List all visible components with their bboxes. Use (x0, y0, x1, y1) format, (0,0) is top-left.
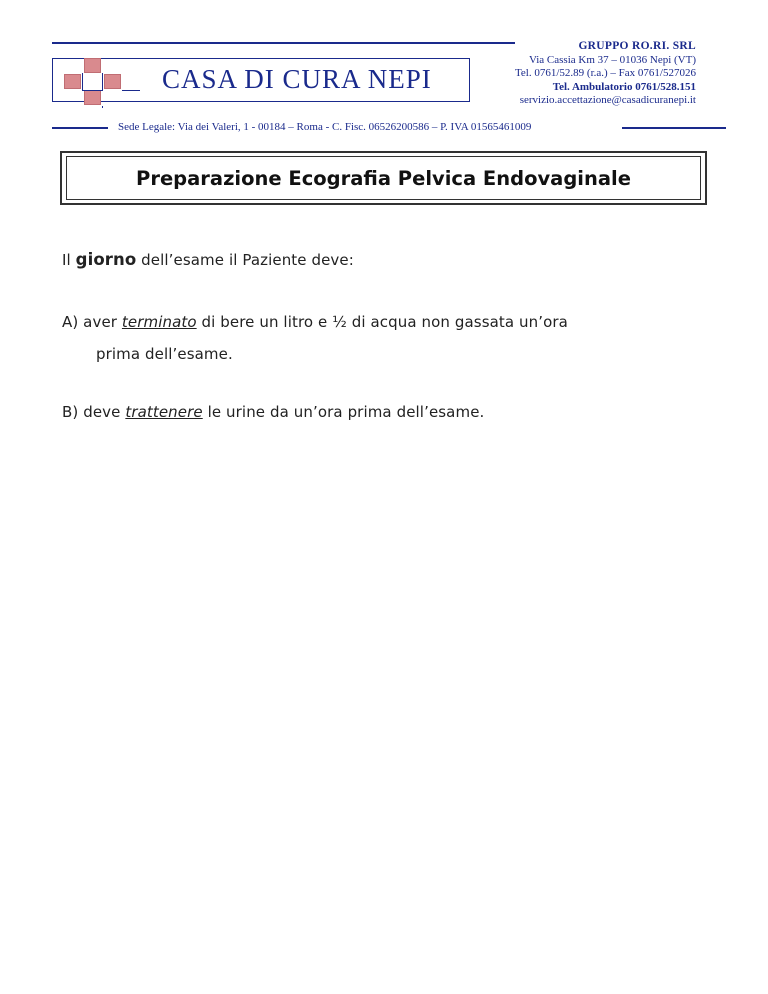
intro-paragraph (62, 250, 354, 269)
item-a-continuation: prima dell’esame. (96, 345, 233, 363)
item-a-prefix: A) aver (62, 313, 122, 331)
legal-rule-left (52, 127, 108, 129)
legal-info: Sede Legale: Via dei Valeri, 1 - 00184 – Roma - C. Fisc. 06526200586 – P. IVA 01565461009 (118, 121, 532, 133)
intro-suffix: dell’esame il Paziente deve: (136, 251, 354, 269)
title-inner-frame (66, 156, 701, 200)
letterhead (0, 0, 768, 140)
item-a (62, 313, 568, 331)
item-b-emphasis: trattenere (125, 403, 203, 421)
document-title: Preparazione Ecografia Pelvica Endovaginale (136, 166, 631, 190)
logo-text: CASA DI CURA NEPI (162, 64, 432, 94)
cross-squares-icon (52, 54, 152, 108)
legal-rule-right (622, 127, 726, 129)
company-email: servizio.accettazione@casadicuranepi.it (519, 94, 696, 107)
company-name: GRUPPO RO.RI. SRL (515, 40, 696, 54)
clinic-logo (52, 54, 472, 108)
company-info (515, 40, 696, 108)
item-b (62, 403, 484, 421)
intro-highlight: giorno (75, 250, 137, 269)
company-address: Via Cassia Km 37 – 01036 Nepi (VT) (528, 53, 696, 66)
company-phone-fax: Tel. 0761/52.89 (r.a.) – Fax 0761/527026 (514, 67, 696, 80)
item-a-suffix: di bere un litro e ½ di acqua non gassata un’ora (196, 313, 568, 331)
item-b-suffix: le urine da un’ora prima dell’esame. (202, 403, 485, 421)
title-box (60, 151, 707, 205)
ambulatorio-phone: Tel. Ambulatorio 0761/528.151 (552, 80, 696, 93)
intro-prefix: Il (62, 251, 76, 269)
item-b-prefix: B) deve (62, 403, 126, 421)
item-a-emphasis: terminato (121, 313, 197, 331)
